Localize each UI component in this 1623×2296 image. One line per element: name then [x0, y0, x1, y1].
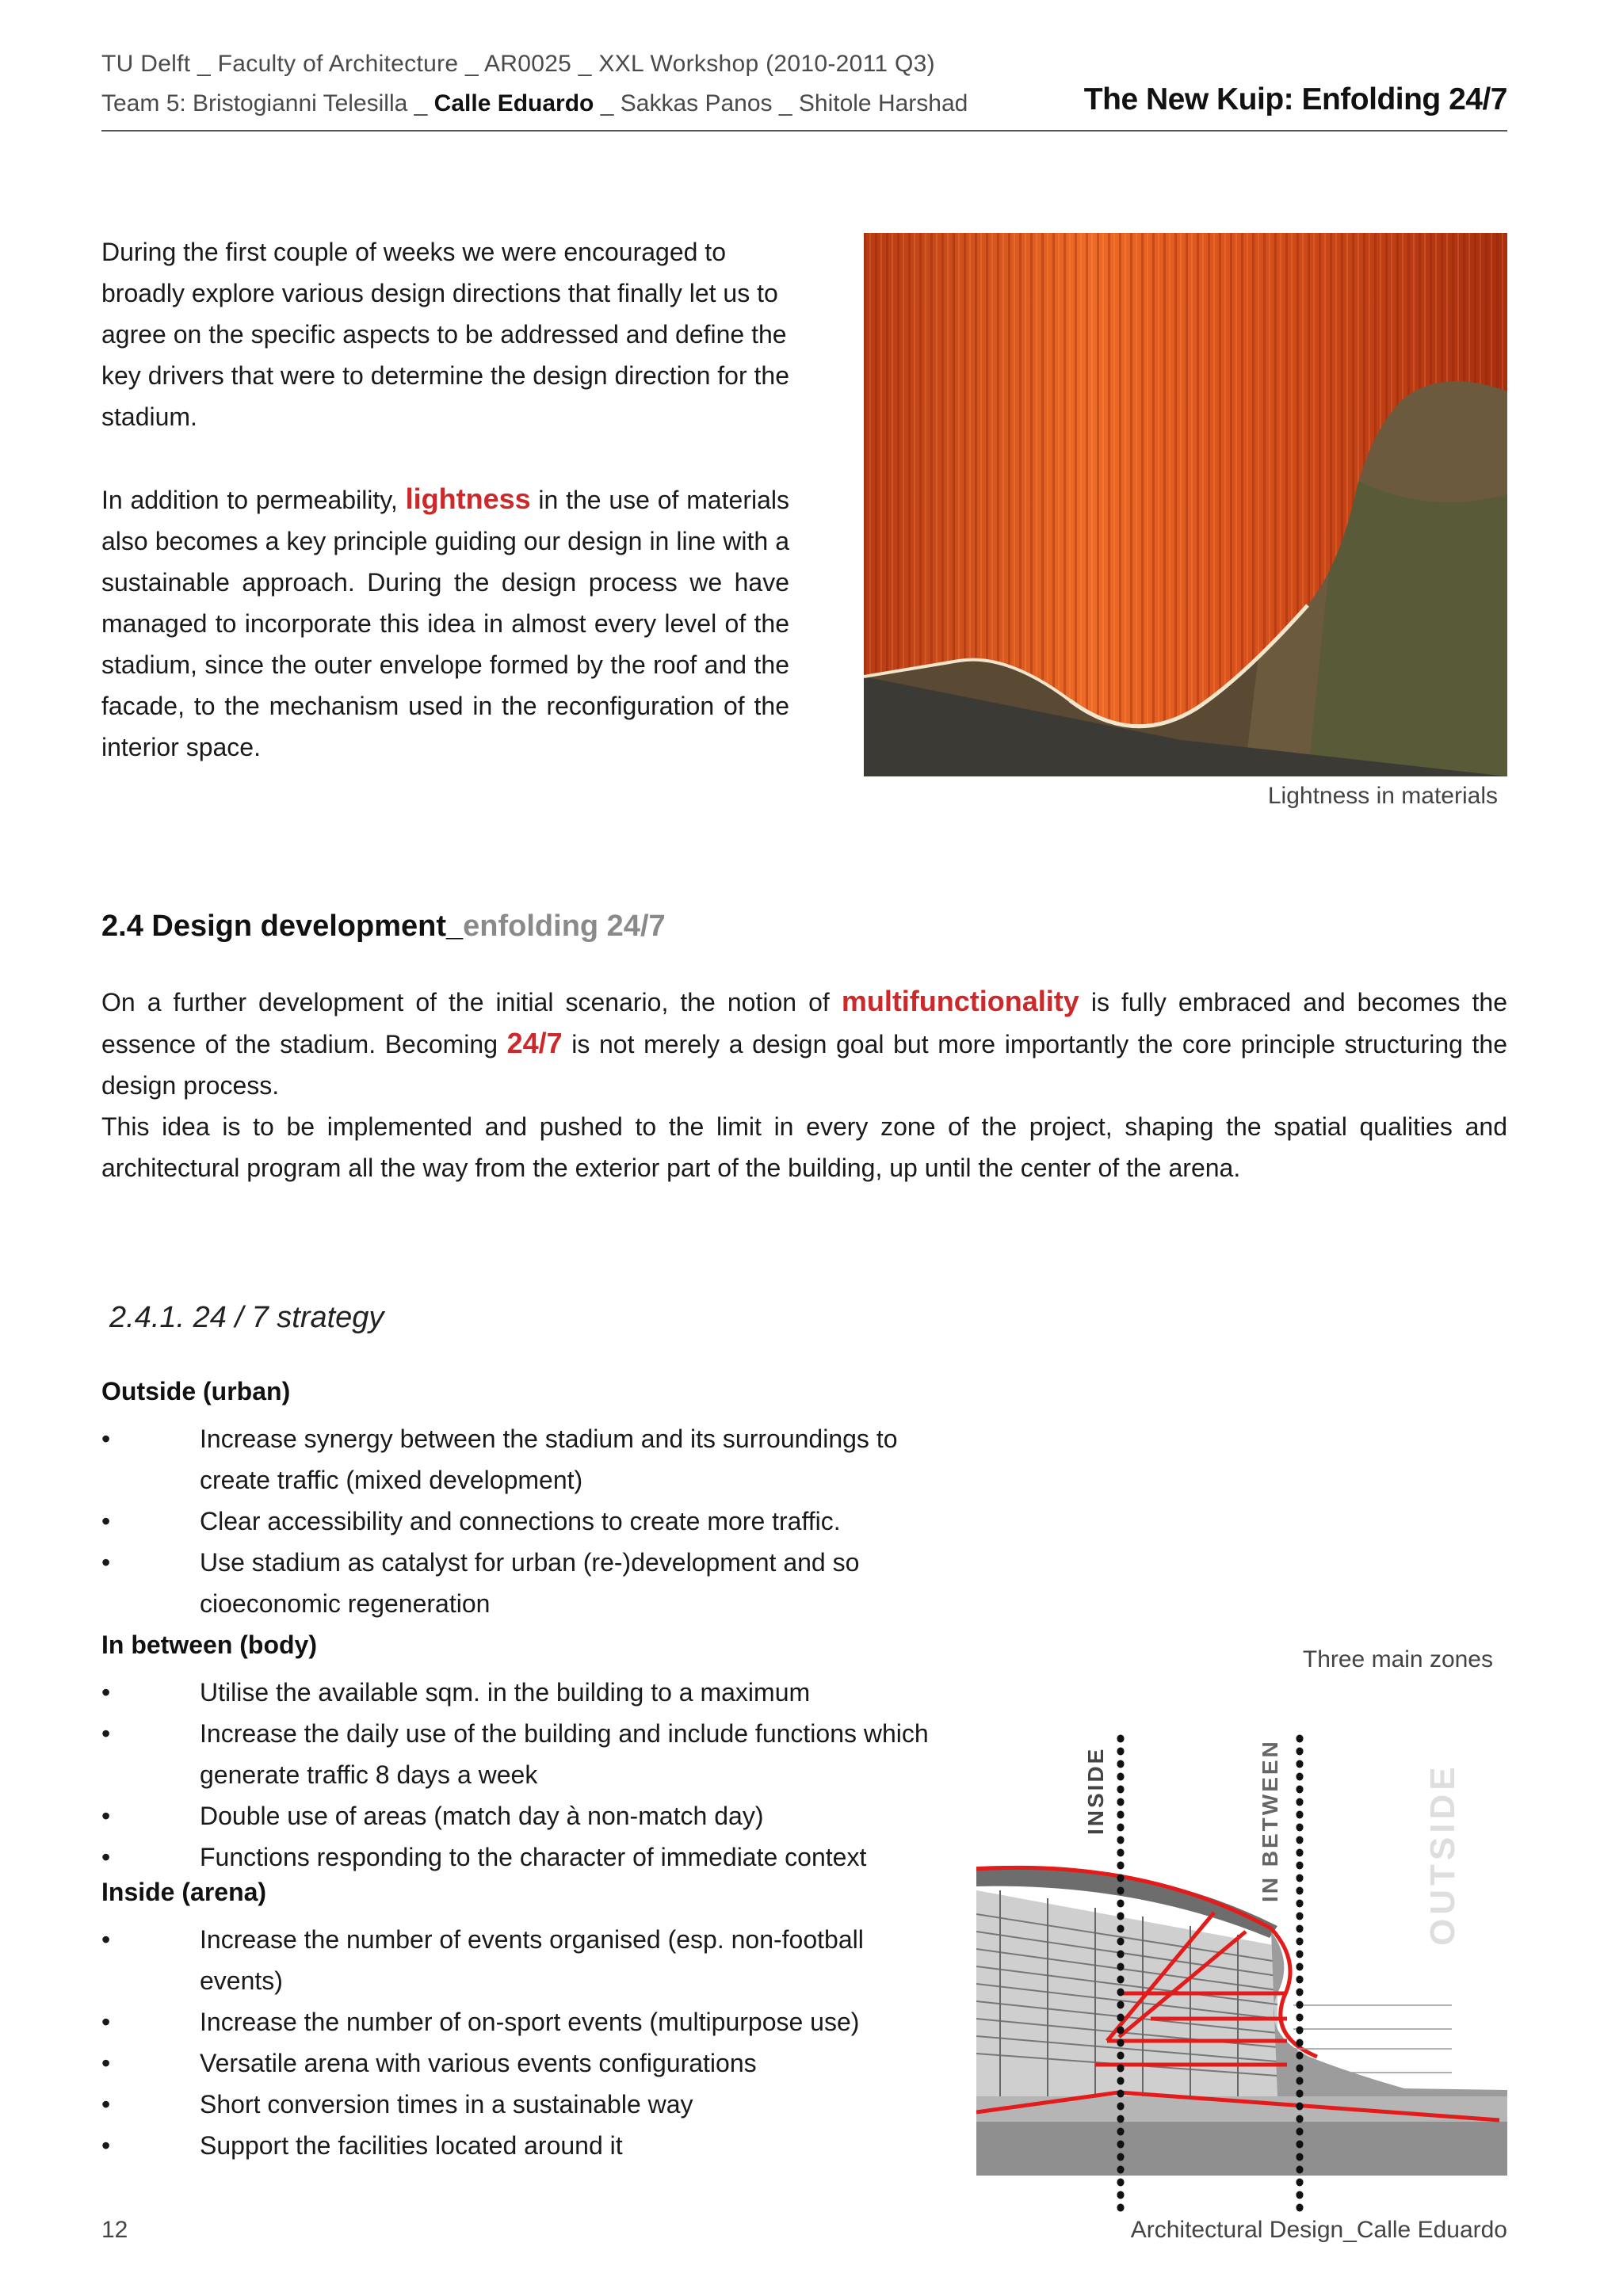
team-prefix: Team 5: Bristogianni Telesilla _ [101, 90, 434, 116]
zone-label-inside: INSIDE [1083, 1746, 1108, 1835]
curtain-illustration [864, 233, 1507, 776]
bullet: • [101, 1925, 111, 1954]
intro-paragraph-2 [101, 479, 789, 768]
bullet: • [101, 1425, 111, 1453]
heading-bold-part: 2.4 Design development_ [101, 910, 464, 943]
list-item [101, 1418, 949, 1501]
list-item-text: Increase the daily use of the building and include functions which generate traffic 8 days a week [200, 1719, 929, 1789]
page-number: 12 [101, 2217, 128, 2243]
header-course-line: TU Delft _ Faculty of Architecture _ AR0025 _ XXL Workshop (2010-2011 Q3) [101, 51, 935, 77]
intro-p2-after: in the use of materials also becomes a key principle guiding our design in line with a sustainable approach. During the design process we have managed to incorporate this idea in almost every level of the stadium, since the outer envelope formed by the roof and the facade, to the mechanism used in the reconfiguration of the interior space. [101, 486, 790, 761]
intro-p2-before: In addition to permeability, [101, 486, 406, 514]
list-item [101, 1919, 949, 2001]
header-divider [101, 130, 1507, 132]
group-title-inside: Inside (arena) [101, 1878, 267, 1906]
team-suffix: _ Sakkas Panos _ Shitole Harshad [594, 90, 968, 116]
bullet: • [101, 1843, 111, 1871]
intro-paragraph-1: During the first couple of weeks we were encouraged to broadly explore various design directions that finally let us to agree on the specific aspects to be addressed and define the key drivers that were to determine the design direction for the stadium. [101, 238, 789, 431]
heading-gray-part: enfolding 24/7 [463, 910, 666, 943]
photo-caption: Lightness in materials [1267, 783, 1498, 809]
list-item [101, 1542, 949, 1624]
list-item [101, 2001, 949, 2042]
highlight-24-7: 24/7 [506, 1027, 563, 1059]
group-title-in-between: In between (body) [101, 1630, 317, 1659]
list-item-text: Use stadium as catalyst for urban (re-)development and so cioeconomic regeneration [200, 1548, 860, 1618]
bullet: • [101, 1802, 111, 1830]
list-item [101, 2042, 949, 2084]
dd-mid: is fully embraced and becomes the essence of the stadium. Becoming [101, 988, 1508, 1058]
header-team-line [101, 90, 968, 117]
group-title-outside: Outside (urban) [101, 1377, 291, 1405]
list-item-text: Clear accessibility and connections to create more traffic. [200, 1507, 841, 1535]
bullet: • [101, 1507, 111, 1535]
bullet: • [101, 1678, 111, 1707]
list-item-text: Increase the number of on-sport events (multipurpose use) [200, 2008, 860, 2036]
bullet: • [101, 2049, 111, 2077]
highlight-lightness: lightness [405, 482, 531, 515]
list-item-text: Utilise the available sqm. in the building to a maximum [200, 1678, 811, 1707]
stadium-section-diagram [976, 1724, 1507, 2217]
zone-label-in-between: IN BETWEEN [1258, 1739, 1282, 1902]
list-item [101, 1713, 949, 1795]
bullet: • [101, 1548, 111, 1577]
subsection-heading-strategy: 2.4.1. 24 / 7 strategy [109, 1301, 384, 1334]
list-item-text: Functions responding to the character of immediate context [200, 1843, 867, 1871]
zone-label-outside: OUTSIDE [1423, 1763, 1462, 1946]
list-item-text: Support the facilities located around it [200, 2131, 623, 2160]
dd-before: On a further development of the initial scenario, the notion of [101, 988, 842, 1016]
lightness-photo [864, 233, 1507, 776]
document-title: The New Kuip: Enfolding 24/7 [1083, 82, 1507, 116]
list-item-text: Short conversion times in a sustainable way [200, 2090, 693, 2119]
design-development-paragraph [101, 981, 1507, 1188]
bullet: • [101, 1719, 111, 1748]
dd-paragraph-2: This idea is to be implemented and pushed to the limit in every zone of the project, shaping the spatial qualities and architectural program all the way from the exterior part of the building, up until the center of the arena. [101, 1112, 1507, 1182]
list-item [101, 2125, 949, 2166]
footer-author: Architectural Design_Calle Eduardo [1130, 2217, 1507, 2243]
team-highlight-author: Calle Eduardo [433, 90, 594, 116]
list-item-text: Increase the number of events organised (esp. non-football events) [200, 1925, 864, 1995]
list-item [101, 2084, 949, 2125]
section-heading-2-4 [101, 910, 666, 944]
list-item [101, 1672, 949, 1713]
list-item-text: Double use of areas (match day à non-match day) [200, 1802, 764, 1830]
bullet: • [101, 2008, 111, 2036]
highlight-multifunctionality: multifunctionality [841, 985, 1079, 1017]
list-item-text: Increase synergy between the stadium and its surroundings to create traffic (mixed development) [200, 1425, 898, 1494]
list-item [101, 1501, 949, 1542]
list-item [101, 1836, 949, 1878]
zones-caption: Three main zones [1302, 1646, 1493, 1672]
section-drawing [976, 1724, 1507, 2217]
bullet: • [101, 2131, 111, 2160]
list-item [101, 1795, 949, 1836]
list-item-text: Versatile arena with various events configurations [200, 2049, 757, 2077]
dd-after: is not merely a design goal but more importantly the core principle structuring the design process. [101, 1030, 1508, 1100]
bullet: • [101, 2090, 111, 2119]
